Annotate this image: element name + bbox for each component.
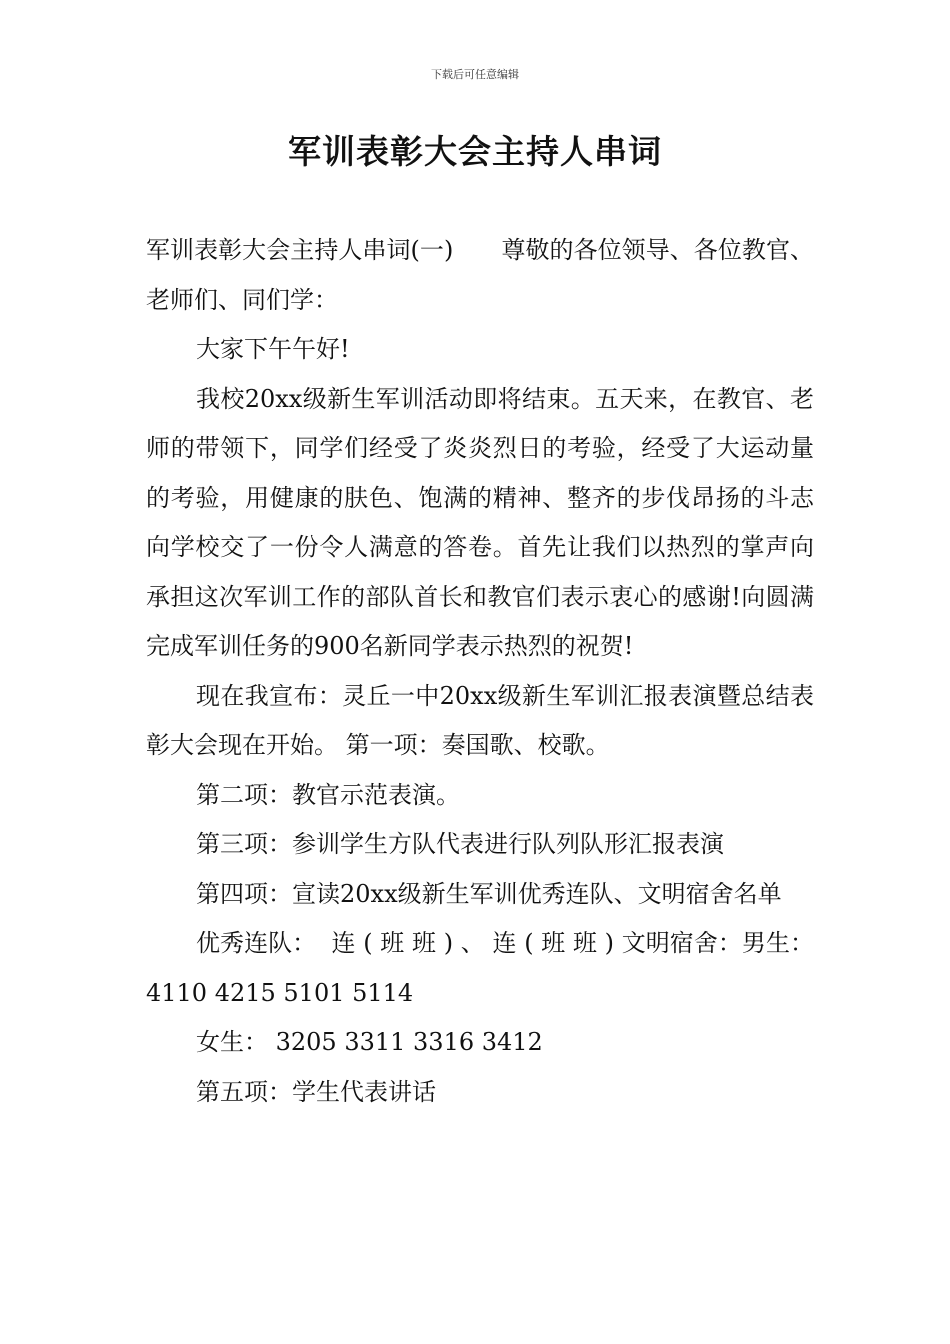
paragraph-announcement: 现在我宣布：灵丘一中20xx级新生军训汇报表演暨总结表彰大会现在开始。 第一项：奏国歌、校歌。 bbox=[146, 681, 814, 759]
paragraph-item-4: 第四项：宣读20xx级新生军训优秀连队、文明宿舍名单 bbox=[196, 879, 782, 908]
paragraph-greeting: 大家下午午好! bbox=[196, 335, 350, 363]
page-header-note: 下载后可任意编辑 bbox=[431, 68, 519, 81]
paragraph-honors-girls: 女生： 3205 3311 3316 3412 bbox=[196, 1028, 543, 1056]
document-body bbox=[146, 226, 822, 1117]
paragraph-item-2: 第二项：教官示范表演。 bbox=[196, 780, 460, 809]
document-title: 军训表彰大会主持人串词 bbox=[288, 132, 662, 171]
paragraph-item-3: 第三项：参训学生方队代表进行队列队形汇报表演 bbox=[196, 830, 724, 858]
paragraph-item-5: 第五项：学生代表讲话 bbox=[196, 1077, 436, 1106]
paragraph-summary: 我校20xx级新生军训活动即将结束。五天来，在教官、老师的带领下，同学们经受了炎炎烈日的考验，经受了大运动量的考验，用健康的肤色、饱满的精神、整齐的步伐昂扬的斗志向学校交了一份令人满意的答卷。首先让我们以热烈的掌声向承担这次军训工作的部队首长和教官们表示衷心的感谢!向圆满完成军训任务的900名新同学表示热烈的祝贺! bbox=[146, 384, 814, 660]
paragraph-honors-boys: 优秀连队： 连 ( 班 班 ) 、 连 ( 班 班 ) 文明宿舍：男生： 4110 4215 5101 5114 bbox=[146, 929, 822, 1007]
paragraph-opening: 军训表彰大会主持人串词(一) 尊敬的各位领导、各位教官、老师们、同们学： bbox=[146, 236, 814, 314]
